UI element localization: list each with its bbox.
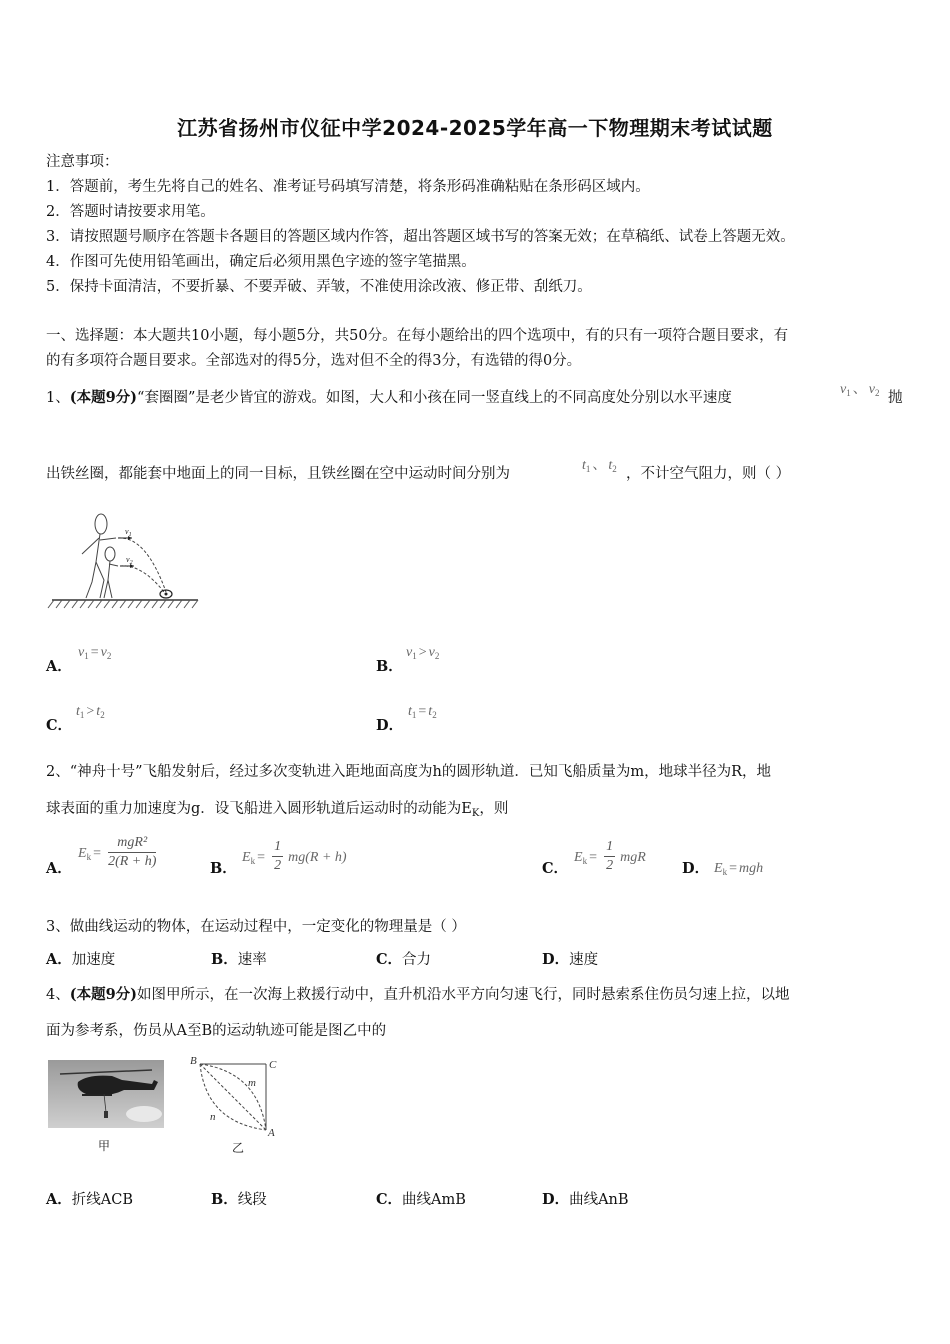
q2-option-a-label[interactable]: A． xyxy=(46,860,72,877)
section-instructions-line2: 的有多项符合题目要求。全部选对的得5分，选对但不全的得3分，有选错的得0分。 xyxy=(46,353,582,369)
q1-option-c-expr[interactable]: $t_1 > t_2$ xyxy=(76,704,105,720)
q2-option-c-expr[interactable]: $E_k$ = $\frac{1}{2}$ mgR xyxy=(574,839,646,873)
q2-line1: 2、“神舟十号”飞船发射后，经过多次变轨进入距地面高度为h的圆形轨道．已知飞船质量为m，地球半径为R，地 xyxy=(46,764,772,780)
q2-option-d-expr[interactable]: $E_k$ = mgh xyxy=(714,861,764,877)
page-title: 江苏省扬州市仪征中学2024-2025学年高一下物理期末考试试题 xyxy=(177,116,773,140)
q4-fig-caption-yi: 乙 xyxy=(232,1141,245,1155)
q1-option-d-expr[interactable]: $t_1 = t_2$ xyxy=(408,704,437,720)
notice-item: 3．请按照题号顺序在答题卡各题目的答题区域内作答，超出答题区域书写的答案无效；在草稿纸、试卷上答题无效。 xyxy=(46,229,795,245)
q4-figure-helicopter xyxy=(48,1060,168,1156)
q3-question: 3、做曲线运动的物体，在运动过程中，一定变化的物理量是（ ） xyxy=(46,919,466,935)
q2-option-a-expr[interactable]: $E_k$ = $\frac{\text{mgR²}}{2(R + h)}$ xyxy=(78,835,157,869)
q1-number: 1、 xyxy=(46,390,70,406)
q1-text-c: 出铁丝圈，都能套中地面上的同一目标，且铁丝圈在空中运动时间分别为 xyxy=(46,466,510,482)
notice-item: 2．答题时请按要求用笔。 xyxy=(46,204,215,220)
q1-option-c-label[interactable]: C． xyxy=(46,717,73,734)
fig-label-m: m xyxy=(248,1077,256,1089)
q2-option-c-label[interactable]: C． xyxy=(542,860,569,877)
q1-line1 xyxy=(46,388,732,408)
q4-figure-trajectory xyxy=(186,1052,282,1156)
q1-velocity-symbols: $v_1$ 、 $v_2$ xyxy=(840,382,880,398)
q4-option-b[interactable]: B．线段 xyxy=(211,1191,267,1208)
q1-figure-ring-toss xyxy=(46,506,206,612)
q3-option-b[interactable]: B．速率 xyxy=(211,951,267,968)
q2-option-b-expr[interactable]: $E_k$ = $\frac{1}{2}$ mg(R + h) xyxy=(242,839,347,873)
q1-text-d: ，不计空气阻力，则（ ） xyxy=(626,466,791,482)
notice-item: 5．保持卡面清洁，不要折暴、不要弄破、弄皱，不准使用涂改液、修正带、刮纸刀。 xyxy=(46,279,592,295)
q1-time-symbols: $t_1$ 、 $t_2$ xyxy=(582,458,617,474)
fig-label-A: A xyxy=(268,1127,275,1139)
q4-option-d[interactable]: D．曲线AnB xyxy=(542,1191,629,1208)
fig-label-B: B xyxy=(190,1055,197,1067)
q1-option-a-label[interactable]: A． xyxy=(46,658,72,675)
fig-label-n: n xyxy=(210,1111,216,1123)
section-instructions-line1: 一、选择题：本大题共10小题，每小题5分，共50分。在每小题给出的四个选项中，有的只有一项符合题目要求，有 xyxy=(46,328,789,344)
q4-option-a[interactable]: A．折线ACB xyxy=(46,1191,133,1208)
q1-option-b-label[interactable]: B． xyxy=(376,658,403,675)
q4-line1: 4、(本题9分)如图甲所示，在一次海上救援行动中，直升机沿水平方向匀速飞行，同时悬索系住伤员匀速上拉，以地 xyxy=(46,986,790,1003)
fig-label-C: C xyxy=(269,1059,277,1071)
q4-line2: 面为参考系，伤员从A至B的运动轨迹可能是图乙中的 xyxy=(46,1023,387,1039)
q2-option-d-label[interactable]: D． xyxy=(682,860,710,877)
fig-label-v2: $v_2$ xyxy=(126,555,133,566)
q2-option-b-label[interactable]: B． xyxy=(210,860,237,877)
notice-item: 1．答题前，考生先将自己的姓名、准考证号码填写清楚，将条形码准确粘贴在条形码区域内。 xyxy=(46,179,650,195)
fig-label-v1: $v_1$ xyxy=(125,527,132,538)
q3-option-c[interactable]: C．合力 xyxy=(376,951,432,968)
q1-option-b-expr[interactable]: $v_1 > v_2$ xyxy=(406,645,440,661)
q4-fig-caption-jia: 甲 xyxy=(98,1139,111,1153)
notice-item: 4．作图可先使用铅笔画出，确定后必须用黑色字迹的签字笔描黑。 xyxy=(46,254,476,270)
q2-line2: 球表面的重力加速度为g．设飞船进入圆形轨道后运动时的动能为$E_K$，则 xyxy=(46,801,509,819)
q1-tag: (本题9分) xyxy=(69,389,138,406)
q3-option-d[interactable]: D．速度 xyxy=(542,951,599,968)
q1-option-a-expr[interactable]: $v_1 = v_2$ xyxy=(78,645,112,661)
q1-option-d-label[interactable]: D． xyxy=(376,717,404,734)
q4-option-c[interactable]: C．曲线AmB xyxy=(376,1191,466,1208)
q3-option-a[interactable]: A．加速度 xyxy=(46,951,116,968)
notice-heading: 注意事项： xyxy=(46,154,119,170)
q1-text-b: 抛 xyxy=(888,390,903,406)
q1-text-a: “套圈圈”是老少皆宜的游戏。如图，大人和小孩在同一竖直线上的不同高度处分别以水平速度 xyxy=(137,390,732,406)
